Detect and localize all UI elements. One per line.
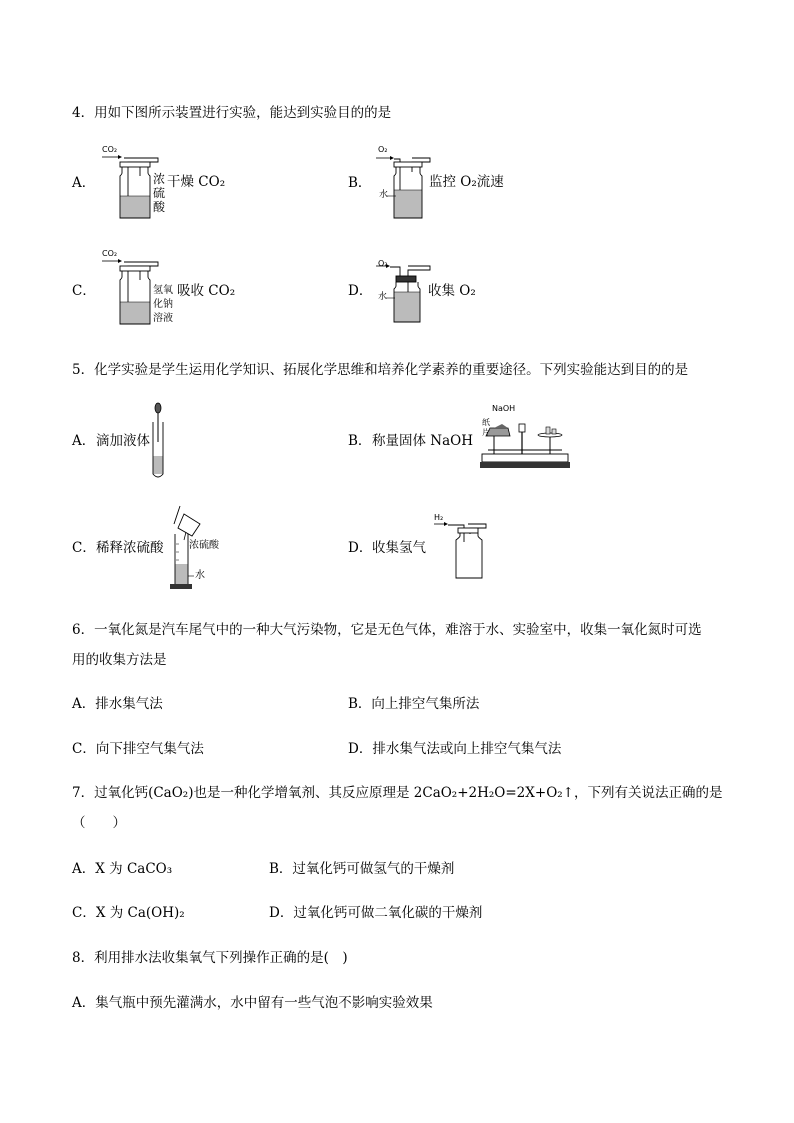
q4-a-liquid-label-2: 硫 <box>153 186 166 200</box>
q8-option-a: A．集气瓶中预先灌满水，水中留有一些气泡不影响实验效果 <box>72 995 433 1011</box>
q5-d-caption: 收集氢气 <box>372 540 426 556</box>
q7-option-a: A．X 为 CaCO₃ <box>72 861 173 877</box>
question-5-stem: 5．化学实验是学生运用化学知识、拓展化学思维和培养化学素养的重要途径。下列实验能达到目的的是 <box>72 362 689 378</box>
q7-option-b: B．过氧化钙可做氢气的干燥剂 <box>269 861 455 877</box>
q5-option-a-letter: A． <box>72 433 96 449</box>
q5-d-gas-label: H₂ <box>434 513 444 522</box>
question-6-stem-line-1: 6．一氧化氮是汽车尾气中的一种大气污染物，它是无色气体，难溶于水、实验室中，收集一氧化氮时可选 <box>72 622 702 638</box>
q4-b-water-label: 水 <box>379 190 389 200</box>
q5-b-paper-label-1: 纸 <box>482 418 490 427</box>
question-6-stem-line-2: 用的收集方法是 <box>72 652 167 668</box>
q4-c-liquid-label-1: 氢氧 <box>153 285 173 296</box>
q5-a-caption: 滴加液体 <box>96 433 150 449</box>
q5-a-dropper-test-tube-diagram <box>148 400 168 480</box>
q5-option-c-letter: C． <box>72 540 96 556</box>
q4-d-water-label: 水 <box>378 292 388 302</box>
q5-b-reagent-label: NaOH <box>492 404 516 413</box>
q7-option-c: C．X 为 Ca(OH)₂ <box>72 905 185 921</box>
q5-b-caption: 称量固体 NaOH <box>372 433 473 449</box>
q4-b-flow-monitor-bottle-diagram <box>372 146 432 220</box>
q6-option-c: C．向下排空气集气法 <box>72 741 204 757</box>
q4-a-liquid-label-3: 酸 <box>153 200 166 214</box>
question-4-stem: 4．用如下图所示装置进行实验，能达到实验目的的是 <box>72 105 392 121</box>
q4-option-c-letter: C． <box>72 283 96 299</box>
q4-c-liquid-label-2: 化钠 <box>153 299 173 310</box>
q4-a-liquid-label-1: 浓 <box>153 172 166 186</box>
q4-a-gas-label: CO₂ <box>102 145 118 154</box>
q7-option-d: D．过氧化钙可做二氧化碳的干燥剂 <box>269 905 483 921</box>
q4-a-caption: 干燥 CO₂ <box>167 174 226 190</box>
q5-option-d-letter: D． <box>348 540 373 556</box>
q4-b-gas-label: O₂ <box>378 145 388 154</box>
q5-c-caption: 稀释浓硫酸 <box>96 540 164 556</box>
question-7-stem-line-1: 7．过氧化钙(CaO₂)也是一种化学增氧剂、其反应原理是 2CaO₂+2H₂O=2X+O₂↑，下列有关说法正确的是 <box>72 785 723 801</box>
question-8-stem: 8．利用排水法收集氧气下列操作正确的是( ) <box>72 950 348 966</box>
q5-c-acid-label: 浓硫酸 <box>189 540 219 551</box>
q4-b-caption: 监控 O₂流速 <box>429 174 504 190</box>
q5-option-b-letter: B． <box>348 433 372 449</box>
q4-c-caption: 吸收 CO₂ <box>177 283 236 299</box>
q4-option-a-letter: A． <box>72 175 96 191</box>
question-7-stem-line-2: （ ） <box>72 815 126 831</box>
q4-d-gas-label: O₂ <box>378 259 388 268</box>
q4-option-d-letter: D． <box>348 283 373 299</box>
q6-option-b: B．向上排空气集所法 <box>348 696 480 712</box>
q5-b-paper-label-2: 片 <box>482 428 490 437</box>
q4-d-caption: 收集 O₂ <box>428 283 476 299</box>
q4-option-b-letter: B． <box>348 175 372 191</box>
q5-c-water-label: 水 <box>195 570 205 581</box>
q6-option-a: A．排水集气法 <box>72 696 163 712</box>
q6-option-d: D．排水集气法或向上排空气集气法 <box>348 741 562 757</box>
q4-c-liquid-label-3: 溶液 <box>153 313 173 324</box>
q4-c-gas-label: CO₂ <box>102 249 118 258</box>
